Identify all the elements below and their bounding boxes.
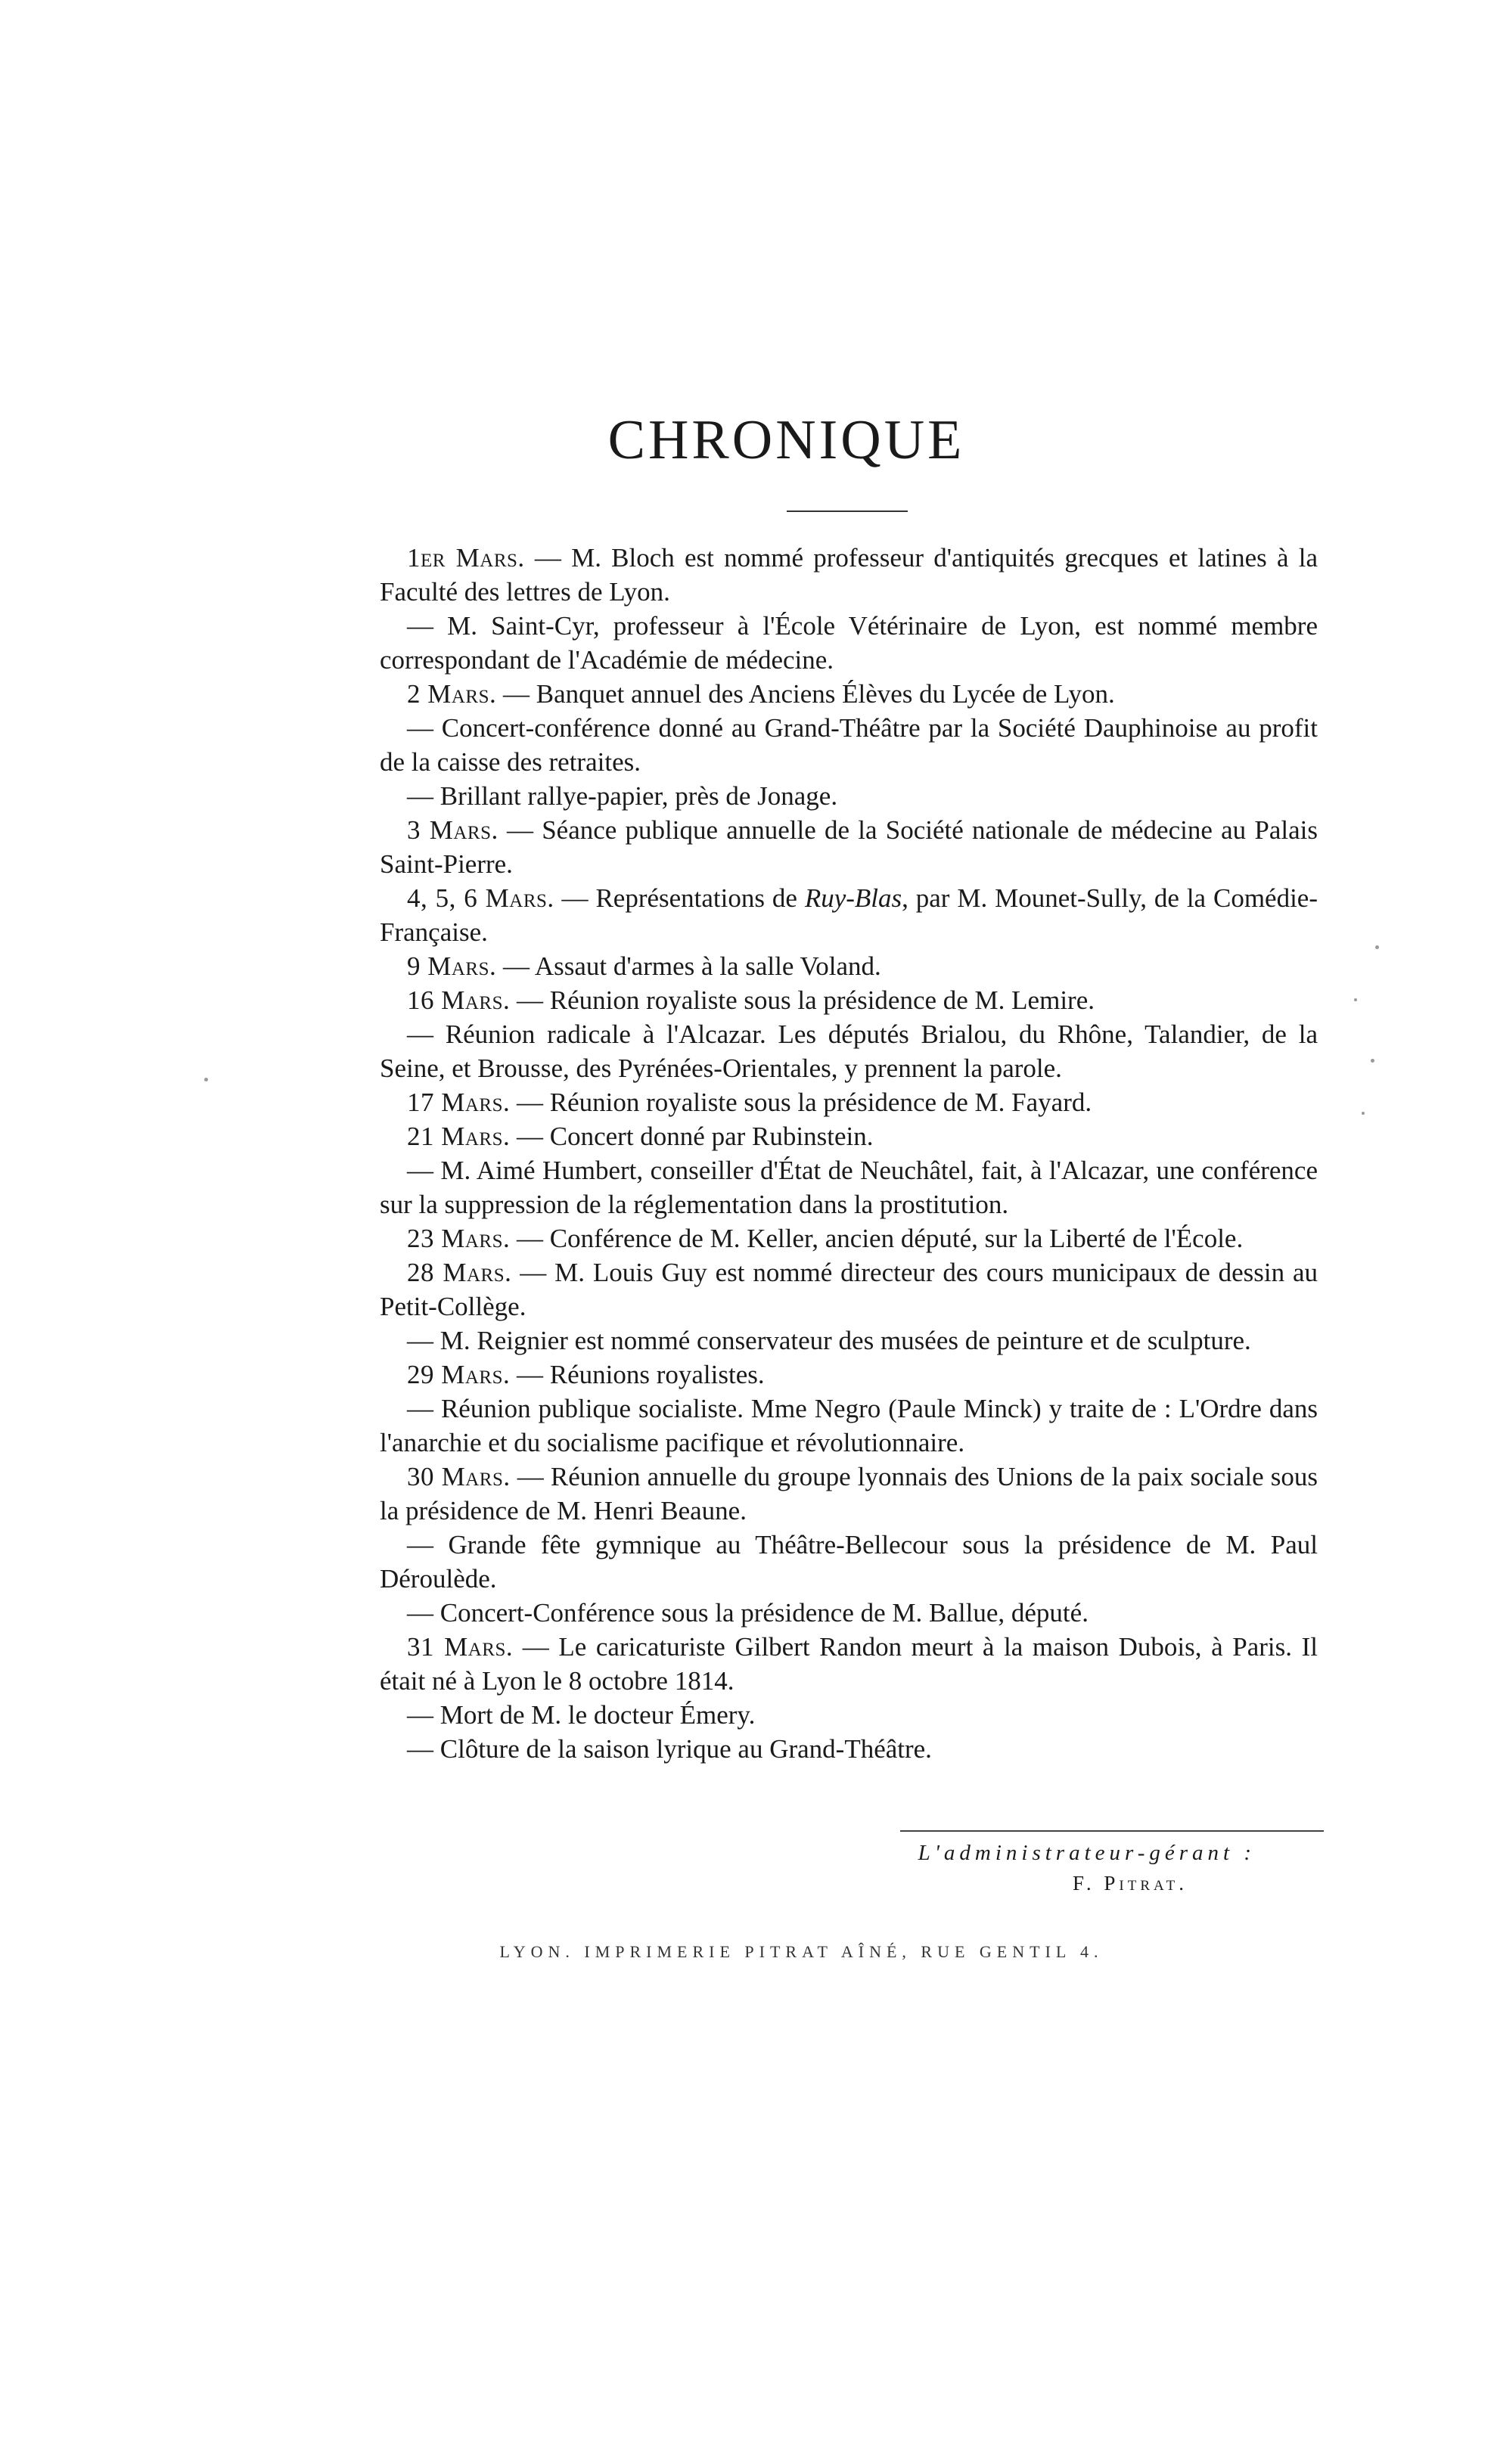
- signature-role: L'administrateur-gérant :: [918, 1841, 1256, 1865]
- entry-text: — M. Saint-Cyr, professeur à l'École Vétérinaire de Lyon, est nommé membre correspondant de l'Académie de médecine.: [380, 611, 1318, 675]
- entry-date: 30 Mars.: [407, 1462, 511, 1491]
- entry-text: — M. Reignier est nommé conservateur des musées de peinture et de sculpture.: [407, 1326, 1251, 1355]
- chronicle-entry: [380, 1460, 1318, 1528]
- chronicle-entry: [380, 711, 1318, 779]
- chronicle-entry: [380, 1221, 1318, 1255]
- entry-text: — M. Aimé Humbert, conseiller d'État de Neuchâtel, fait, à l'Alcazar, une conférence sur la suppression de la réglementation dans la prostitution.: [380, 1156, 1318, 1219]
- entry-date: 2 Mars.: [407, 679, 497, 709]
- entry-text: — Réunion royaliste sous la présidence de M. Lemire.: [510, 985, 1095, 1015]
- entry-date: 3 Mars.: [407, 815, 498, 845]
- entry-date: 21 Mars.: [407, 1122, 511, 1151]
- entry-text: — Banquet annuel des Anciens Élèves du Lycée de Lyon.: [496, 679, 1115, 709]
- entry-text: — Grande fête gymnique au Théâtre-Bellecour sous la présidence de M. Paul Déroulède.: [380, 1530, 1318, 1594]
- signature-name: F. Pitrat.: [1073, 1872, 1188, 1895]
- entry-text: — Conférence de M. Keller, ancien député, sur la Liberté de l'École.: [510, 1224, 1244, 1253]
- entry-text: — Séance publique annuelle de la Société nationale de médecine au Palais Saint-Pierre.: [380, 815, 1318, 879]
- play-title: Ruy-Blas: [804, 883, 902, 913]
- chronicle-entry: [380, 1732, 1318, 1766]
- chronicle-entry: [380, 983, 1318, 1017]
- chronicle-entry: [380, 813, 1318, 881]
- entry-text: — Réunion publique socialiste. Mme Negro (Paule Minck) y traite de : L'Ordre dans l'anarchie et du socialisme pacifique et révolutionnaire.: [380, 1394, 1318, 1457]
- chronicle-entry: [380, 881, 1318, 949]
- scan-speck: [1362, 1112, 1365, 1115]
- entry-text: — Clôture de la saison lyrique au Grand-Théâtre.: [407, 1734, 932, 1764]
- entry-text: — Assaut d'armes à la salle Voland.: [496, 951, 881, 981]
- chronicle-entry: [380, 1630, 1318, 1698]
- entry-date: 28 Mars.: [407, 1258, 512, 1287]
- entry-text: — Mort de M. le docteur Émery.: [407, 1700, 756, 1730]
- chronicle-entry: [380, 1119, 1318, 1153]
- entry-date: 16 Mars.: [407, 985, 511, 1015]
- chronicle-entry: [380, 779, 1318, 813]
- chronicle-entry: [380, 1392, 1318, 1460]
- chronicle-entry: [380, 1358, 1318, 1392]
- signature-block: [862, 1838, 1256, 1898]
- chronicle-entry: [380, 1324, 1318, 1358]
- chronicle-entry: [380, 1698, 1318, 1732]
- entry-date: 1er Mars.: [407, 543, 525, 573]
- chronicle-entry: [380, 1017, 1318, 1085]
- entry-date: 4, 5, 6 Mars.: [407, 883, 554, 913]
- chronicle-entry: [380, 1085, 1318, 1119]
- entry-date: 29 Mars.: [407, 1360, 511, 1389]
- entry-text: — Concert-Conférence sous la présidence de M. Ballue, député.: [407, 1598, 1089, 1628]
- chronicle-entry: [380, 949, 1318, 983]
- entry-text: — Réunion radicale à l'Alcazar. Les députés Brialou, du Rhône, Talandier, de la Seine, et Brousse, des Pyrénées-Orientales, y prennent la parole.: [380, 1019, 1318, 1083]
- entry-text: — Représentations de: [554, 883, 805, 913]
- chronicle-entry: [380, 1596, 1318, 1630]
- scan-speck: [1354, 998, 1357, 1001]
- scan-speck: [1375, 945, 1379, 949]
- entry-text: — Réunions royalistes.: [510, 1360, 765, 1389]
- entry-text: — M. Louis Guy est nommé directeur des cours municipaux de dessin au Petit-Collège.: [380, 1258, 1318, 1321]
- chronicle-entry: [380, 677, 1318, 711]
- entry-text: — Brillant rallye-papier, près de Jonage.: [407, 781, 838, 811]
- chronicle-entry: [380, 541, 1318, 609]
- chronicle-entry: [380, 609, 1318, 677]
- printer-imprint: LYON. IMPRIMERIE PITRAT AÎNÉ, RUE GENTIL 4.: [499, 1942, 1104, 1961]
- entry-date: 23 Mars.: [407, 1224, 511, 1253]
- chronicle-entry: [380, 1153, 1318, 1221]
- entry-text: — Concert donné par Rubinstein.: [510, 1122, 874, 1151]
- title-rule: [787, 510, 908, 512]
- entry-text: — Concert-conférence donné au Grand-Théâtre par la Société Dauphinoise au profit de la caisse des retraites.: [380, 713, 1318, 777]
- chronicle-entries: [380, 541, 1318, 1766]
- chronicle-entry: [380, 1528, 1318, 1596]
- entry-date: 17 Mars.: [407, 1088, 511, 1117]
- entry-text: — Réunion royaliste sous la présidence de M. Fayard.: [510, 1088, 1092, 1117]
- scan-speck: [204, 1078, 208, 1081]
- entry-text: — Le caricaturiste Gilbert Randon meurt à la maison Dubois, à Paris. Il était né à Lyon le 8 octobre 1814.: [380, 1632, 1318, 1696]
- entry-text: , par M. Mounet-Sully, de la Comédie-Française.: [380, 883, 1318, 947]
- page-title: CHRONIQUE: [607, 409, 965, 471]
- scan-speck: [1371, 1059, 1374, 1063]
- entry-date: 31 Mars.: [407, 1632, 514, 1662]
- signature-rule: [900, 1830, 1324, 1832]
- entry-text: — Réunion annuelle du groupe lyonnais des Unions de la paix sociale sous la présidence de M. Henri Beaune.: [380, 1462, 1318, 1525]
- entry-date: 9 Mars.: [407, 951, 497, 981]
- entry-text: — M. Bloch est nommé professeur d'antiquités grecques et latines à la Faculté des lettres de Lyon.: [380, 543, 1318, 607]
- chronicle-entry: [380, 1255, 1318, 1324]
